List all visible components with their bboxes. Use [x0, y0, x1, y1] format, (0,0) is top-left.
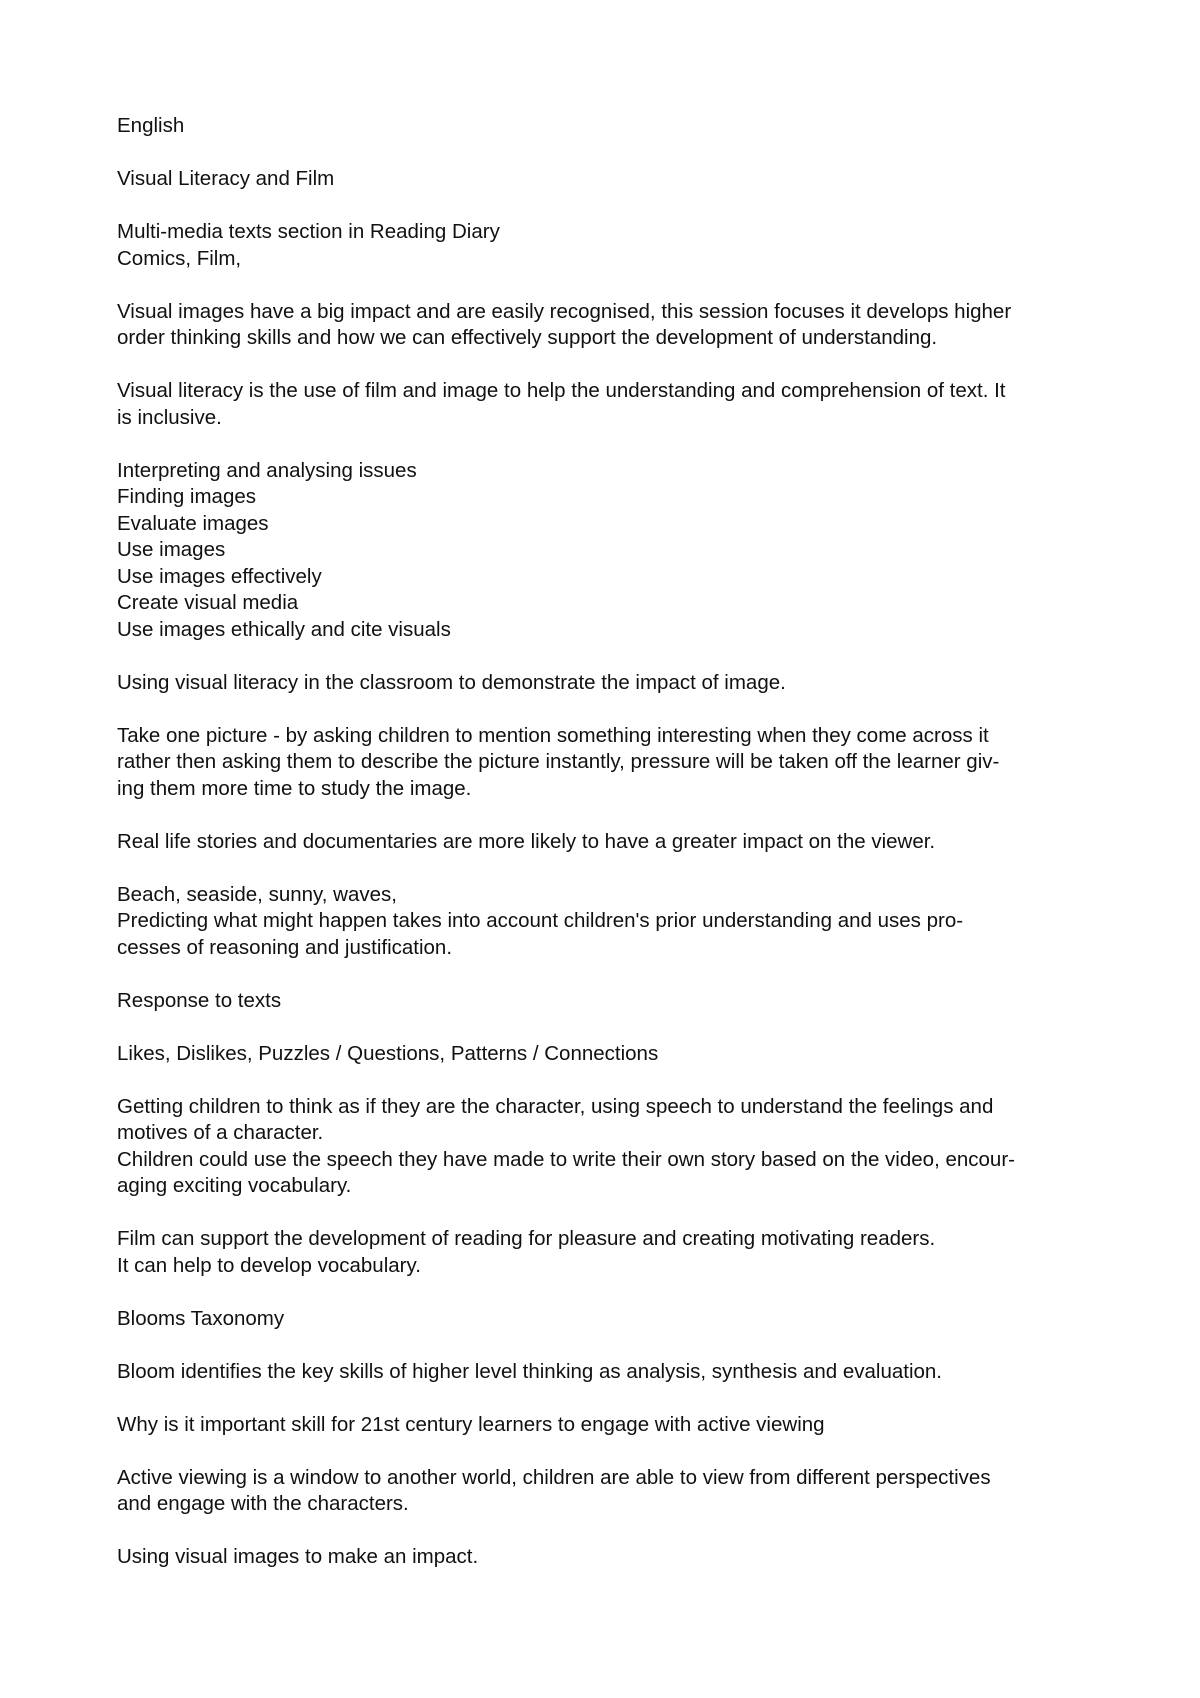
paragraph — [117, 299, 1092, 352]
paragraph — [117, 829, 1092, 856]
paragraph — [117, 1041, 1092, 1068]
paragraph — [117, 378, 1092, 431]
document-body — [117, 113, 1092, 1597]
text-line: Using visual literacy in the classroom to demonstrate the impact of image. — [117, 670, 786, 694]
paragraph — [117, 723, 1092, 803]
text-line: Use images effectively — [117, 564, 322, 588]
text-line: Visual Literacy and Film — [117, 167, 335, 190]
text-line: Active viewing is a window to another world, children are able to view from different perspectives — [117, 1465, 991, 1489]
text-line: Create visual media — [117, 591, 299, 614]
text-line: Getting children to think as if they are the character, using speech to understand the feelings and — [117, 1094, 994, 1118]
text-line: and engage with the characters. — [117, 1492, 409, 1515]
text-line: Real life stories and documentaries are more likely to have a greater impact on the viewer. — [117, 829, 936, 853]
text-line: Interpreting and analysing issues — [117, 458, 417, 482]
paragraph — [117, 1544, 1092, 1571]
paragraph — [117, 219, 1092, 272]
text-line: Why is it important skill for 21st century learners to engage with active viewing — [117, 1412, 825, 1436]
text-line: cesses of reasoning and justification. — [117, 935, 453, 959]
text-line: Visual literacy is the use of film and image to help the understanding and comprehension of text. It — [117, 379, 1006, 402]
text-line: aging exciting vocabulary. — [117, 1174, 352, 1197]
text-line: Use images — [117, 538, 226, 561]
text-line: Use images ethically and cite visuals — [117, 617, 451, 641]
text-line: Beach, seaside, sunny, waves, — [117, 882, 397, 906]
paragraph — [117, 882, 1092, 962]
text-line: Response to texts — [117, 988, 282, 1012]
paragraph — [117, 1359, 1092, 1386]
paragraph — [117, 670, 1092, 697]
paragraph — [117, 1226, 1092, 1279]
paragraph — [117, 1412, 1092, 1439]
text-line: Blooms Taxonomy — [117, 1306, 285, 1330]
paragraph — [117, 1465, 1092, 1518]
paragraph — [117, 1306, 1092, 1333]
paragraph — [117, 1094, 1092, 1200]
text-line: Evaluate images — [117, 511, 269, 535]
text-line: Predicting what might happen takes into account children's prior understanding and uses pro- — [117, 909, 964, 932]
paragraph — [117, 988, 1092, 1015]
text-line: Comics, Film, — [117, 246, 242, 270]
paragraph — [117, 166, 1092, 193]
text-line: ing them more time to study the image. — [117, 776, 472, 800]
paragraph — [117, 113, 1092, 140]
text-line: Likes, Dislikes, Puzzles / Questions, Patterns / Connections — [117, 1041, 659, 1065]
text-line: It can help to develop vocabulary. — [117, 1253, 421, 1277]
text-line: order thinking skills and how we can effectively support the development of understanding. — [117, 326, 938, 349]
text-line: Using visual images to make an impact. — [117, 1545, 479, 1568]
text-line: Visual images have a big impact and are easily recognised, this session focuses it develops higher — [117, 299, 1012, 323]
text-line: Finding images — [117, 485, 257, 508]
text-line: English — [117, 114, 185, 137]
text-line: Take one picture - by asking children to mention something interesting when they come across it — [117, 723, 989, 747]
text-line: motives of a character. — [117, 1121, 324, 1144]
text-line: Children could use the speech they have made to write their own story based on the video, encour- — [117, 1147, 1015, 1171]
text-line: Bloom identifies the key skills of higher level thinking as analysis, synthesis and evaluation. — [117, 1359, 942, 1383]
paragraph — [117, 458, 1092, 644]
text-line: Film can support the development of reading for pleasure and creating motivating readers. — [117, 1227, 936, 1250]
text-line: is inclusive. — [117, 405, 222, 429]
text-line: Multi-media texts section in Reading Diary — [117, 220, 500, 243]
text-line: rather then asking them to describe the picture instantly, pressure will be taken off the learner giv- — [117, 750, 1000, 773]
